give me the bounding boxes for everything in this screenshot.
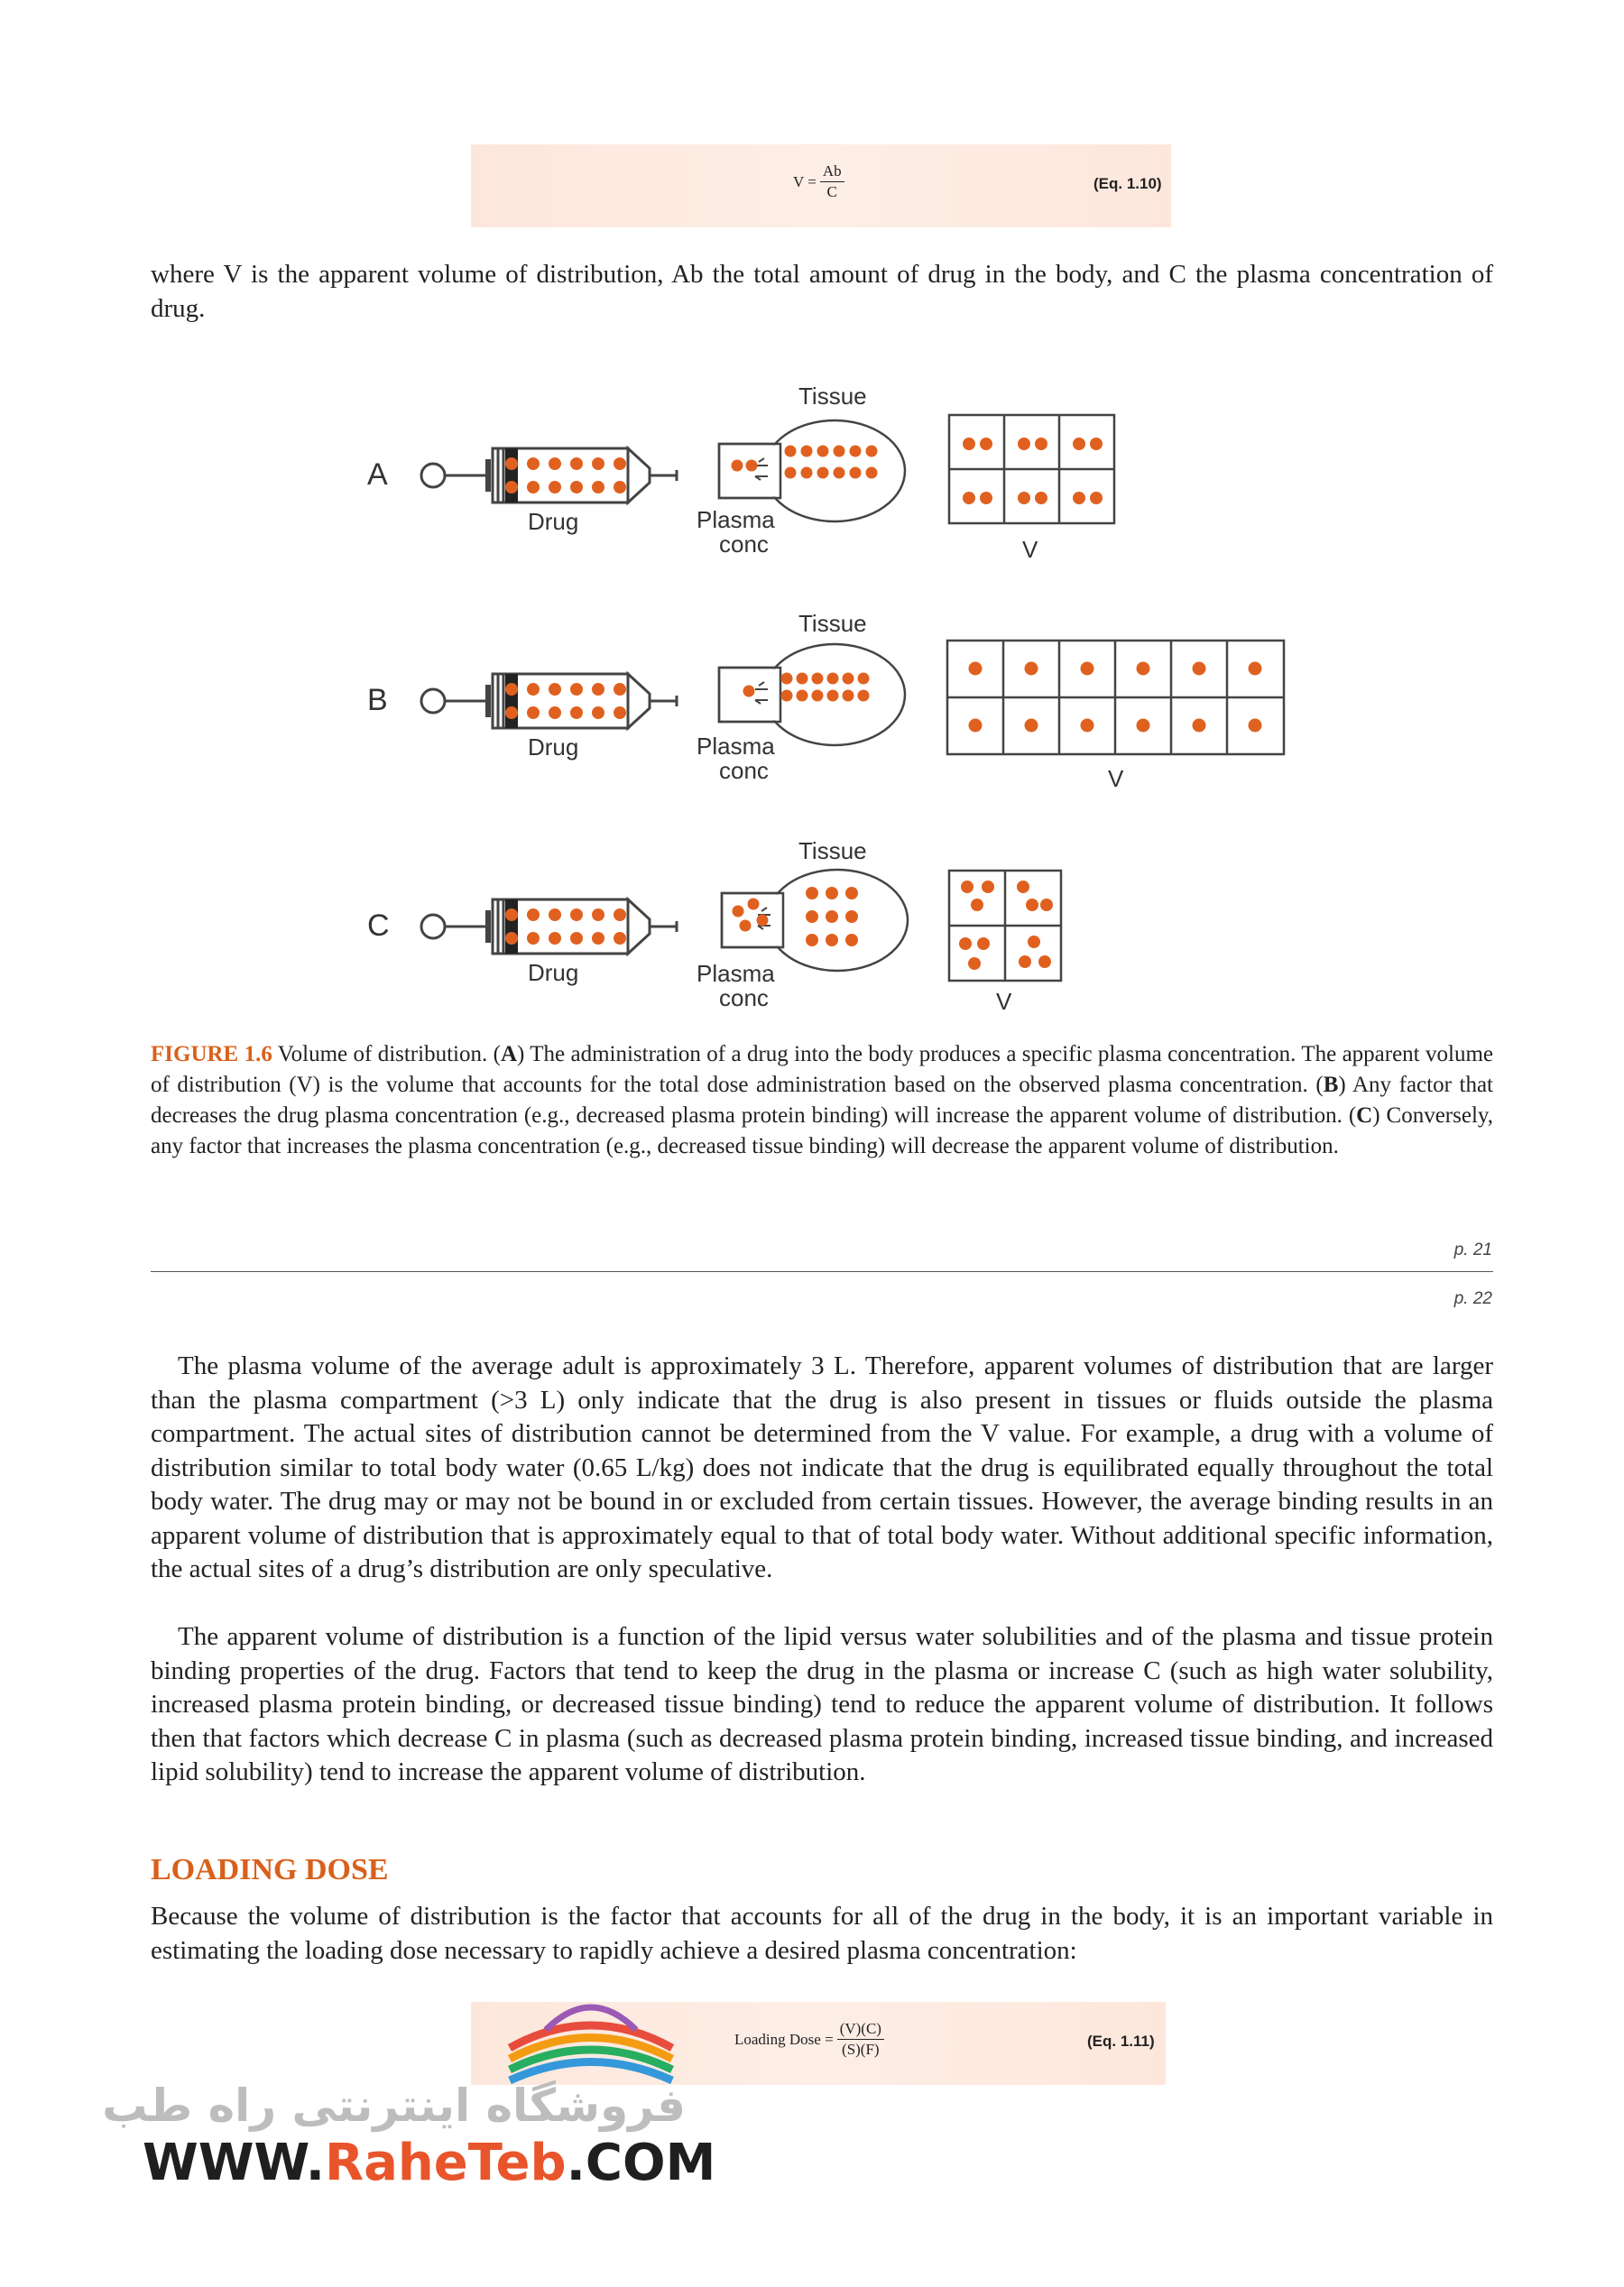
figure-panel-a (367, 383, 1114, 563)
eq110-label: (Eq. 1.10) (1093, 175, 1162, 192)
eq111-label: (Eq. 1.11) (1087, 2033, 1155, 2050)
caption-a-text: The administration of a drug into the body produces a specific plasma concentration. The apparent volume of distribution (V) is the volume that accounts for the total dose administration based on the observed plasma concentration. (151, 1042, 1493, 1097)
panel-a-drug-label: Drug (528, 508, 579, 535)
caption-c-letter: C (1356, 1103, 1373, 1128)
panel-c-conc-label: conc (719, 984, 769, 1011)
caption-b-letter: B (1323, 1073, 1339, 1097)
watermark-url (143, 2134, 715, 2192)
panel-c-v-label: V (996, 988, 1012, 1015)
panel-a-tissue-label: Tissue (798, 383, 867, 410)
section-heading-loading-dose: LOADING DOSE (151, 1853, 389, 1886)
page-mark-21: p. 21 (1453, 1240, 1492, 1259)
panel-a-plasma-label: Plasma (697, 506, 775, 533)
panel-a-volume-grid (949, 415, 1114, 523)
panel-b-volume-grid (947, 641, 1284, 754)
panel-a-letter: A (367, 457, 388, 492)
panel-a-v-label: V (1022, 536, 1038, 563)
panel-b-drug-label: Drug (528, 733, 579, 761)
eq111-numerator: (V)(C) (837, 2020, 884, 2040)
panel-b-letter: B (367, 683, 388, 717)
equation-1-11 (734, 2020, 884, 2059)
panel-c-tissue-dots (806, 887, 858, 946)
panel-a-conc-label: conc (719, 530, 769, 558)
caption-figure-label: FIGURE 1.6 (151, 1042, 272, 1066)
caption-a-letter: A (500, 1042, 517, 1066)
eq110-denominator: C (826, 183, 837, 200)
page-divider (151, 1271, 1493, 1272)
caption-b-text: Any factor that decreases the drug plasma concentration (e.g., decreased plasma protein binding) will increase the apparent volume of distribution. (151, 1073, 1493, 1128)
panel-b-tissue-label: Tissue (798, 610, 867, 637)
panel-c-letter: C (367, 908, 390, 943)
eq110-numerator: Ab (820, 162, 844, 182)
eq111-lhs: Loading Dose = (734, 2030, 834, 2048)
book-logo-icon (492, 1985, 690, 2084)
watermark-url-suffix: .COM (566, 2134, 716, 2192)
watermark-url-prefix: WWW. (143, 2134, 326, 2192)
watermark-url-brand: RaheTeb (325, 2134, 567, 2192)
panel-c-plasma-label: Plasma (697, 960, 775, 987)
panel-b-conc-label: conc (719, 757, 769, 784)
paragraph-plasma-volume: The plasma volume of the average adult is approximately 3 L. Therefore, apparent volumes of distribution that are larger than the plasma compartment (>3 L) only indicate that the drug is also present in tissues or fluids outside the plasma compartment. The actual sites of distribution cannot be determined from the V value. For example, a drug with a volume of distribution similar to total body water (0.65 L/kg) does not indicate that the drug is equilibrated equally throughout the total body water. The drug may or may not be bound in or excluded from certain tissues. However, the average binding results in an apparent volume of distribution that is approximately equal to that of total body water. Without additional specific information, the actual sites of a drug’s distribution are only speculative. (151, 1351, 1493, 1583)
panel-b-plasma-label: Plasma (697, 733, 775, 760)
panel-b-v-label: V (1108, 765, 1124, 792)
panel-b-plasma-dots (743, 686, 755, 697)
paragraph-apparent-volume: The apparent volume of distribution is a function of the lipid versus water solubilities and of the plasma and tissue protein binding properties of the drug. Factors that tend to keep the drug in the plasma or increase C (such as high water solubility, increased plasma protein binding, or decreased tissue binding) tend to reduce the apparent volume of distribution. It follows then that factors which decrease C in plasma (such as decreased plasma protein binding, increased tissue binding, and increased lipid solubility) tend to increase the apparent volume of distribution. (151, 1622, 1493, 1786)
watermark (102, 1976, 716, 2192)
eq111-denominator: (S)(F) (842, 2041, 880, 2058)
figure-panel-c (367, 837, 1061, 1015)
paragraph-loading-dose: Because the volume of distribution is the factor that accounts for all of the drug in the body, it is an important variable in estimating the loading dose necessary to rapidly achieve a desired plasma concentration: (151, 1902, 1493, 1965)
panel-c-volume-grid (949, 871, 1061, 981)
eq110-lhs: V = (793, 172, 817, 190)
figure-1-6 (0, 0, 1624, 1028)
caption-title: Volume of distribution. (277, 1042, 488, 1066)
paragraph-where: where V is the apparent volume of distribution, Ab the total amount of drug in the body, and C the plasma concentration of drug. (151, 260, 1493, 323)
caption-c-text: Conversely, any factor that increases the plasma concentration (e.g., decreased tissue binding) will decrease the apparent volume of distribution. (151, 1103, 1494, 1158)
figure-panel-b (367, 610, 1284, 792)
panel-c-drug-label: Drug (528, 959, 579, 986)
panel-c-tissue-label: Tissue (798, 837, 867, 864)
figure-caption: FIGURE 1.6 Volume of distribution. (A) The administration of a drug into the body produces a specific plasma concentration. The apparent volume of distribution (V) is the volume that accounts for the total dose administration based on the observed plasma concentration. (B) Any factor that decreases the drug plasma concentration (e.g., decreased plasma protein binding) will increase the apparent volume of distribution. (C) Conversely, any factor that increases the plasma concentration (e.g., decreased tissue binding) will decrease the apparent volume of distribution. (151, 1042, 1494, 1158)
watermark-persian-text: فروشگاه اینترنتی راه طب (102, 2080, 686, 2132)
page-mark-22: p. 22 (1453, 1289, 1492, 1308)
